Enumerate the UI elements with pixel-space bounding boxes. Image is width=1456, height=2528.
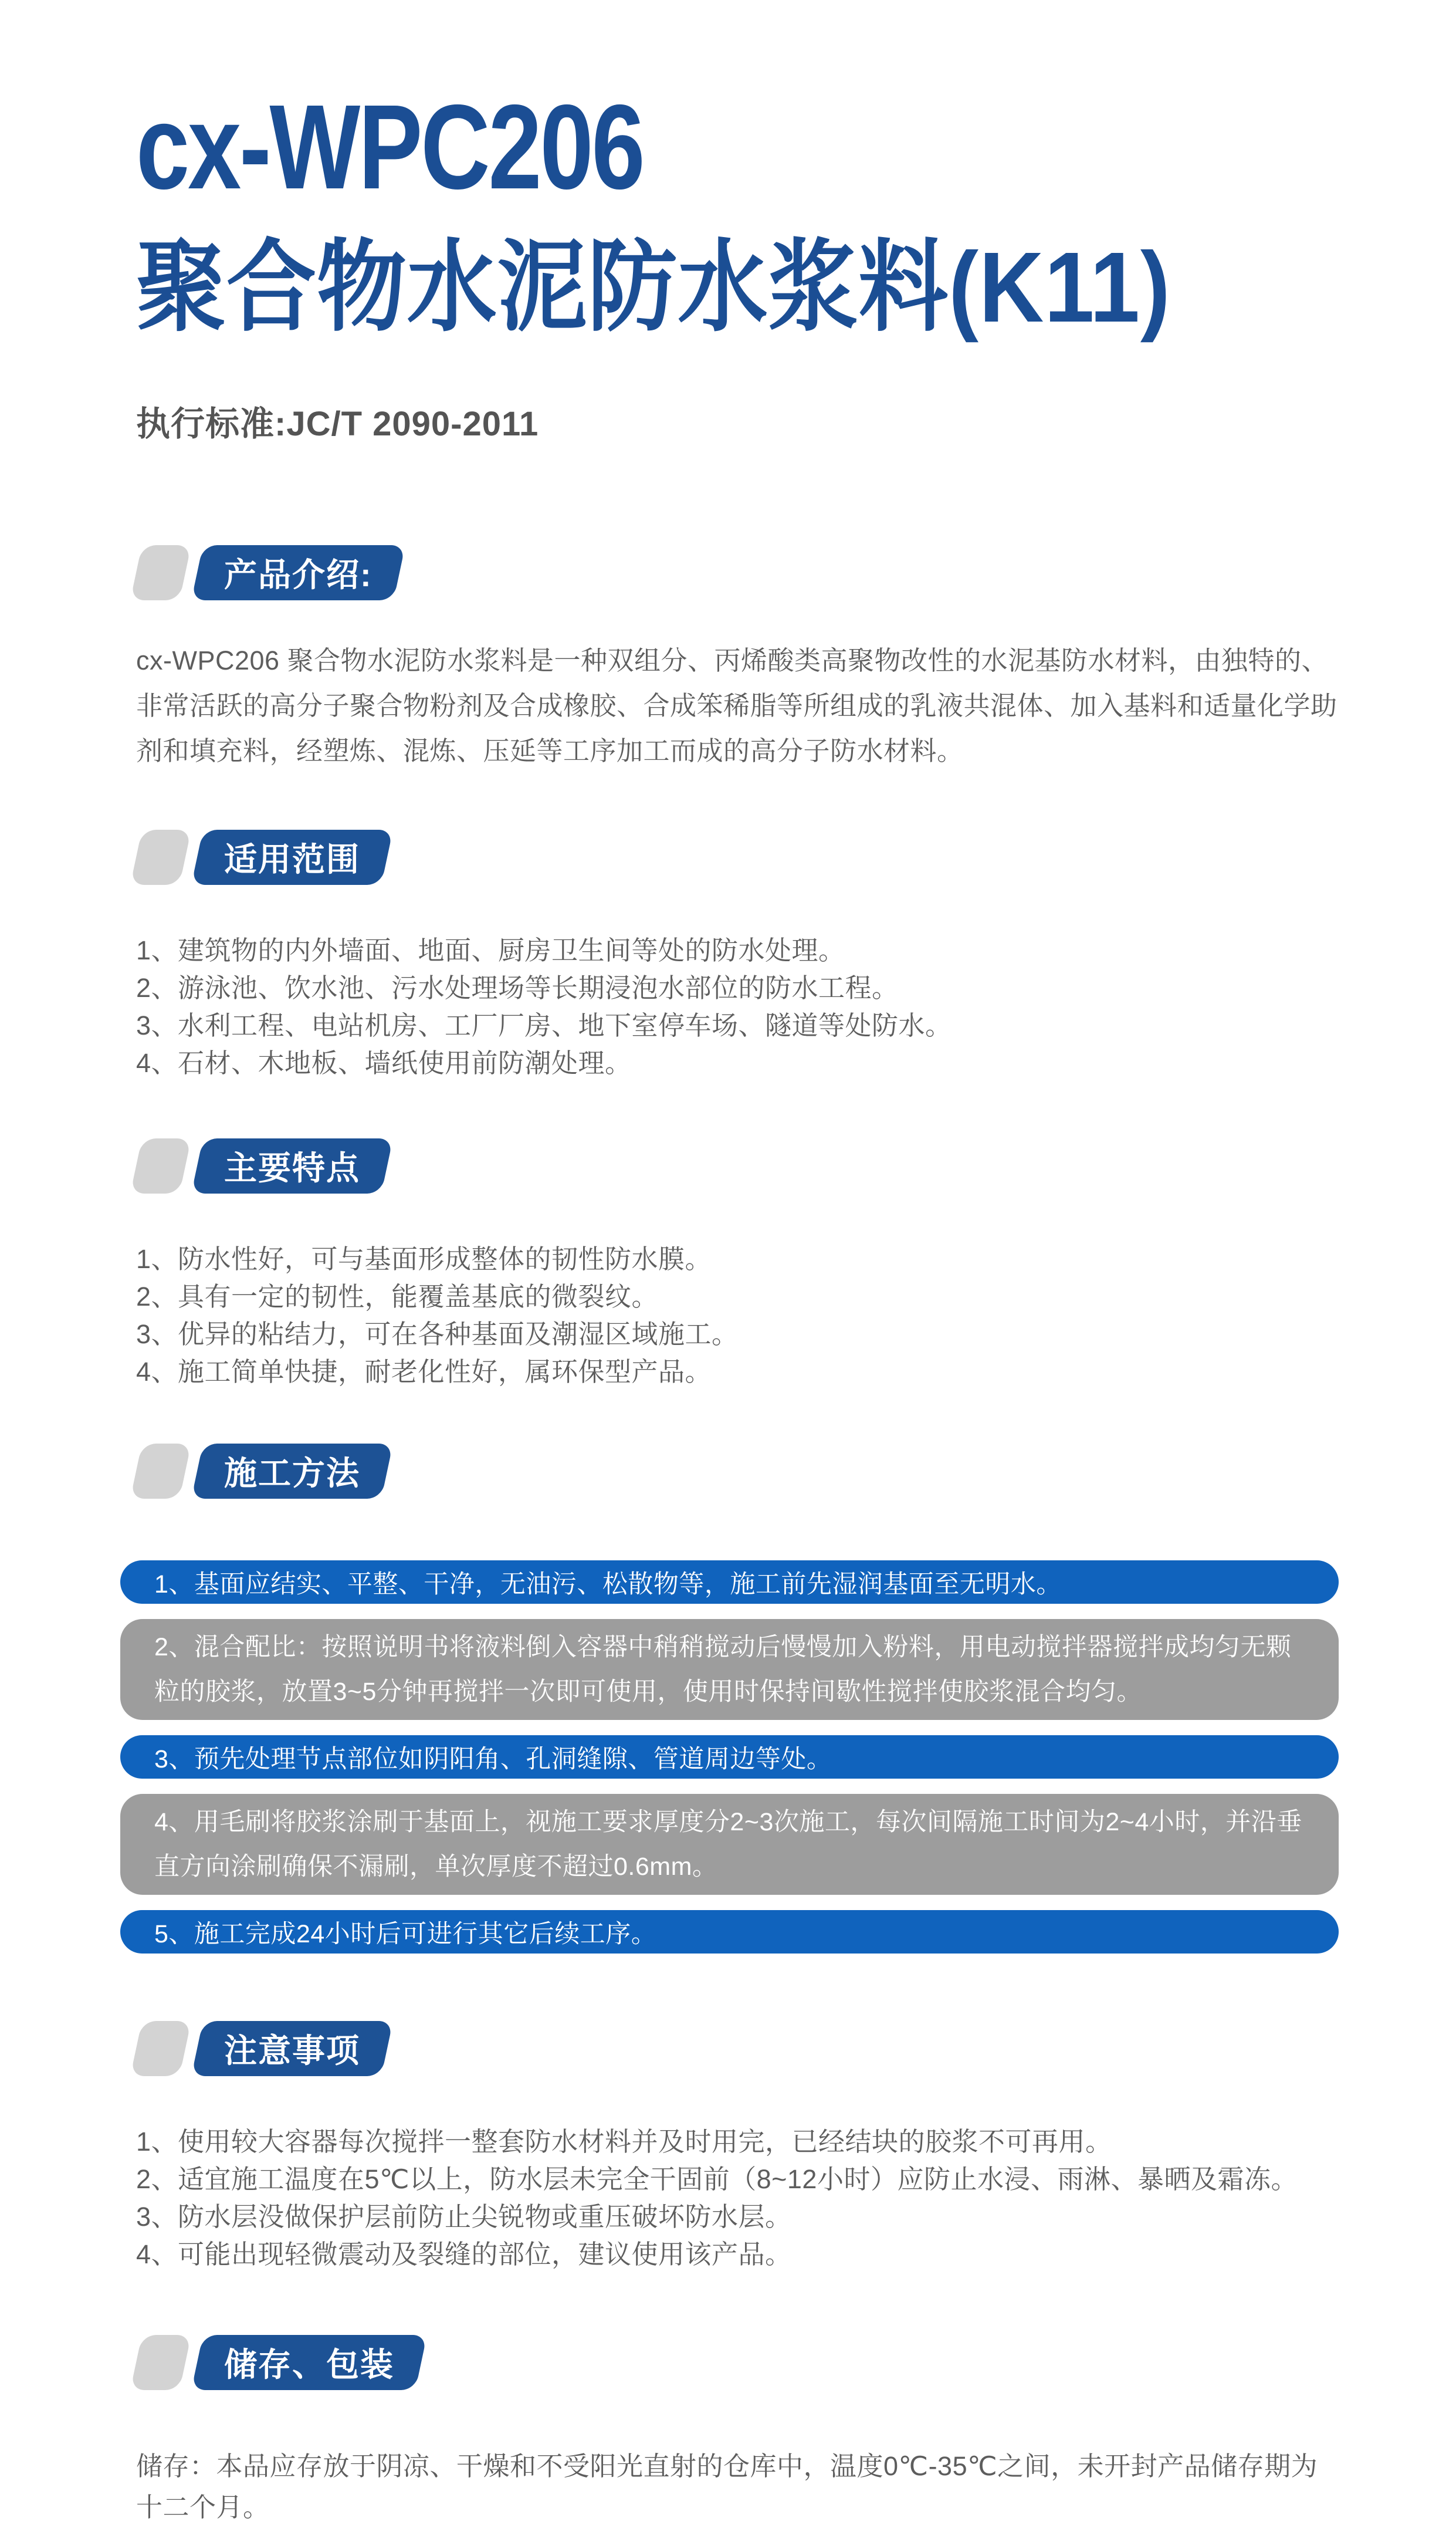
method-step-pill: 5、施工完成24小时后可进行其它后续工序。 [120, 1910, 1339, 1954]
list-item: 1、防水性好，可与基面形成整体的韧性防水膜。 [136, 1244, 712, 1274]
section-intro [136, 545, 1339, 773]
section-intro-header [136, 545, 1339, 600]
intro-paragraph: cx-WPC206 聚合物水泥防水浆料是一种双组分、丙烯酸类高聚物改性的水泥基防水材料，由独特的、非常活跃的高分子聚合物粉剂及合成橡胶、合成笨稀脂等所组成的乳液共混体、加入基料和适量化学助剂和填充料，经塑炼、混炼、压延等工序加工而成的高分子防水材料。 [136, 645, 1338, 766]
section-tab-decoration [130, 1444, 191, 1499]
list-item: 2、游泳池、饮水池、污水处理场等长期浸泡水部位的防水工程。 [136, 973, 899, 1003]
list-item: 3、防水层没做保护层前防止尖锐物或重压破坏防水层。 [136, 2202, 792, 2232]
list-item: 4、施工简单快捷，耐老化性好，属环保型产品。 [136, 1357, 712, 1387]
section-tab-decoration [130, 1138, 191, 1194]
section-scope-badge [191, 830, 393, 885]
section-method [136, 1444, 1339, 1954]
list-item: 2、适宜施工温度在5℃以上，防水层未完全干固前（8~12小时）应防止水浸、雨淋、暴晒及霜冻。 [136, 2164, 1298, 2194]
section-notes-badge [191, 2021, 393, 2076]
section-intro-badge-label: 产品介绍: [224, 556, 373, 593]
method-step-pill: 1、基面应结实、平整、干净，无油污、松散物等，施工前先湿润基面至无明水。 [120, 1560, 1339, 1604]
section-scope [136, 830, 1339, 1082]
section-notes [136, 2021, 1339, 2273]
storage-paragraph: 储存：本品应存放于阴凉、干燥和不受阳光直射的仓库中，温度0℃-35℃之间，未开封产品储存期为十二个月。 [136, 2451, 1318, 2522]
section-scope-badge-label: 适用范围 [224, 841, 360, 878]
list-item: 4、可能出现轻微震动及裂缝的部位，建议使用该产品。 [136, 2239, 792, 2269]
section-storage-badge-label: 储存、包装 [224, 2346, 394, 2383]
section-tab-decoration [130, 2335, 191, 2390]
method-step-pill: 2、混合配比：按照说明书将液料倒入容器中稍稍搅动后慢慢加入粉料，用电动搅拌器搅拌成均匀无颗粒的胶浆，放置3~5分钟再搅拌一次即可使用，使用时保持间歇性搅拌使胶浆混合均匀。 [120, 1619, 1339, 1720]
section-features [136, 1138, 1339, 1391]
method-steps [120, 1560, 1339, 1954]
section-method-header [136, 1444, 1339, 1499]
product-name-title: 聚合物水泥防水浆料(K11) [136, 232, 1171, 343]
section-features-badge-label: 主要特点 [224, 1150, 360, 1187]
list-item: 3、水利工程、电站机房、工厂厂房、地下室停车场、隧道等处防水。 [136, 1010, 952, 1040]
section-tab-decoration [130, 830, 191, 885]
section-storage [136, 2335, 1339, 2528]
section-tab-decoration [130, 2021, 191, 2076]
product-code-title: cx-WPC206 [136, 80, 644, 214]
list-item: 2、具有一定的韧性，能覆盖基底的微裂纹。 [136, 1282, 659, 1312]
section-storage-header [136, 2335, 1339, 2390]
section-tab-decoration [130, 545, 191, 600]
section-features-header [136, 1138, 1339, 1194]
section-method-badge [191, 1444, 393, 1499]
list-item: 1、使用较大容器每次搅拌一整套防水材料并及时用完，已经结块的胶浆不可再用。 [136, 2127, 1112, 2157]
section-notes-badge-label: 注意事项 [224, 2032, 360, 2069]
list-item: 3、优异的粘结力，可在各种基面及潮湿区域施工。 [136, 1319, 739, 1349]
section-method-badge-label: 施工方法 [224, 1455, 360, 1492]
section-scope-header [136, 830, 1339, 885]
section-storage-badge [191, 2335, 427, 2390]
method-step-pill: 4、用毛刷将胶浆涂刷于基面上，视施工要求厚度分2~3次施工，每次间隔施工时间为2~4小时，并沿垂直方向涂刷确保不漏刷，单次厚度不超过0.6mm。 [120, 1794, 1339, 1895]
list-item: 4、石材、木地板、墙纸使用前防潮处理。 [136, 1048, 632, 1078]
execution-standard-line: 执行标准:JC/T 2090-2011 [136, 405, 539, 443]
features-list [136, 1241, 1339, 1391]
list-item: 1、建筑物的内外墙面、地面、厨房卫生间等处的防水处理。 [136, 935, 845, 965]
section-intro-badge [191, 545, 405, 600]
section-features-badge [191, 1138, 393, 1194]
method-step-pill: 3、预先处理节点部位如阴阳角、孔洞缝隙、管道周边等处。 [120, 1735, 1339, 1779]
scope-list [136, 932, 1339, 1082]
notes-list [136, 2123, 1339, 2273]
section-notes-header [136, 2021, 1339, 2076]
